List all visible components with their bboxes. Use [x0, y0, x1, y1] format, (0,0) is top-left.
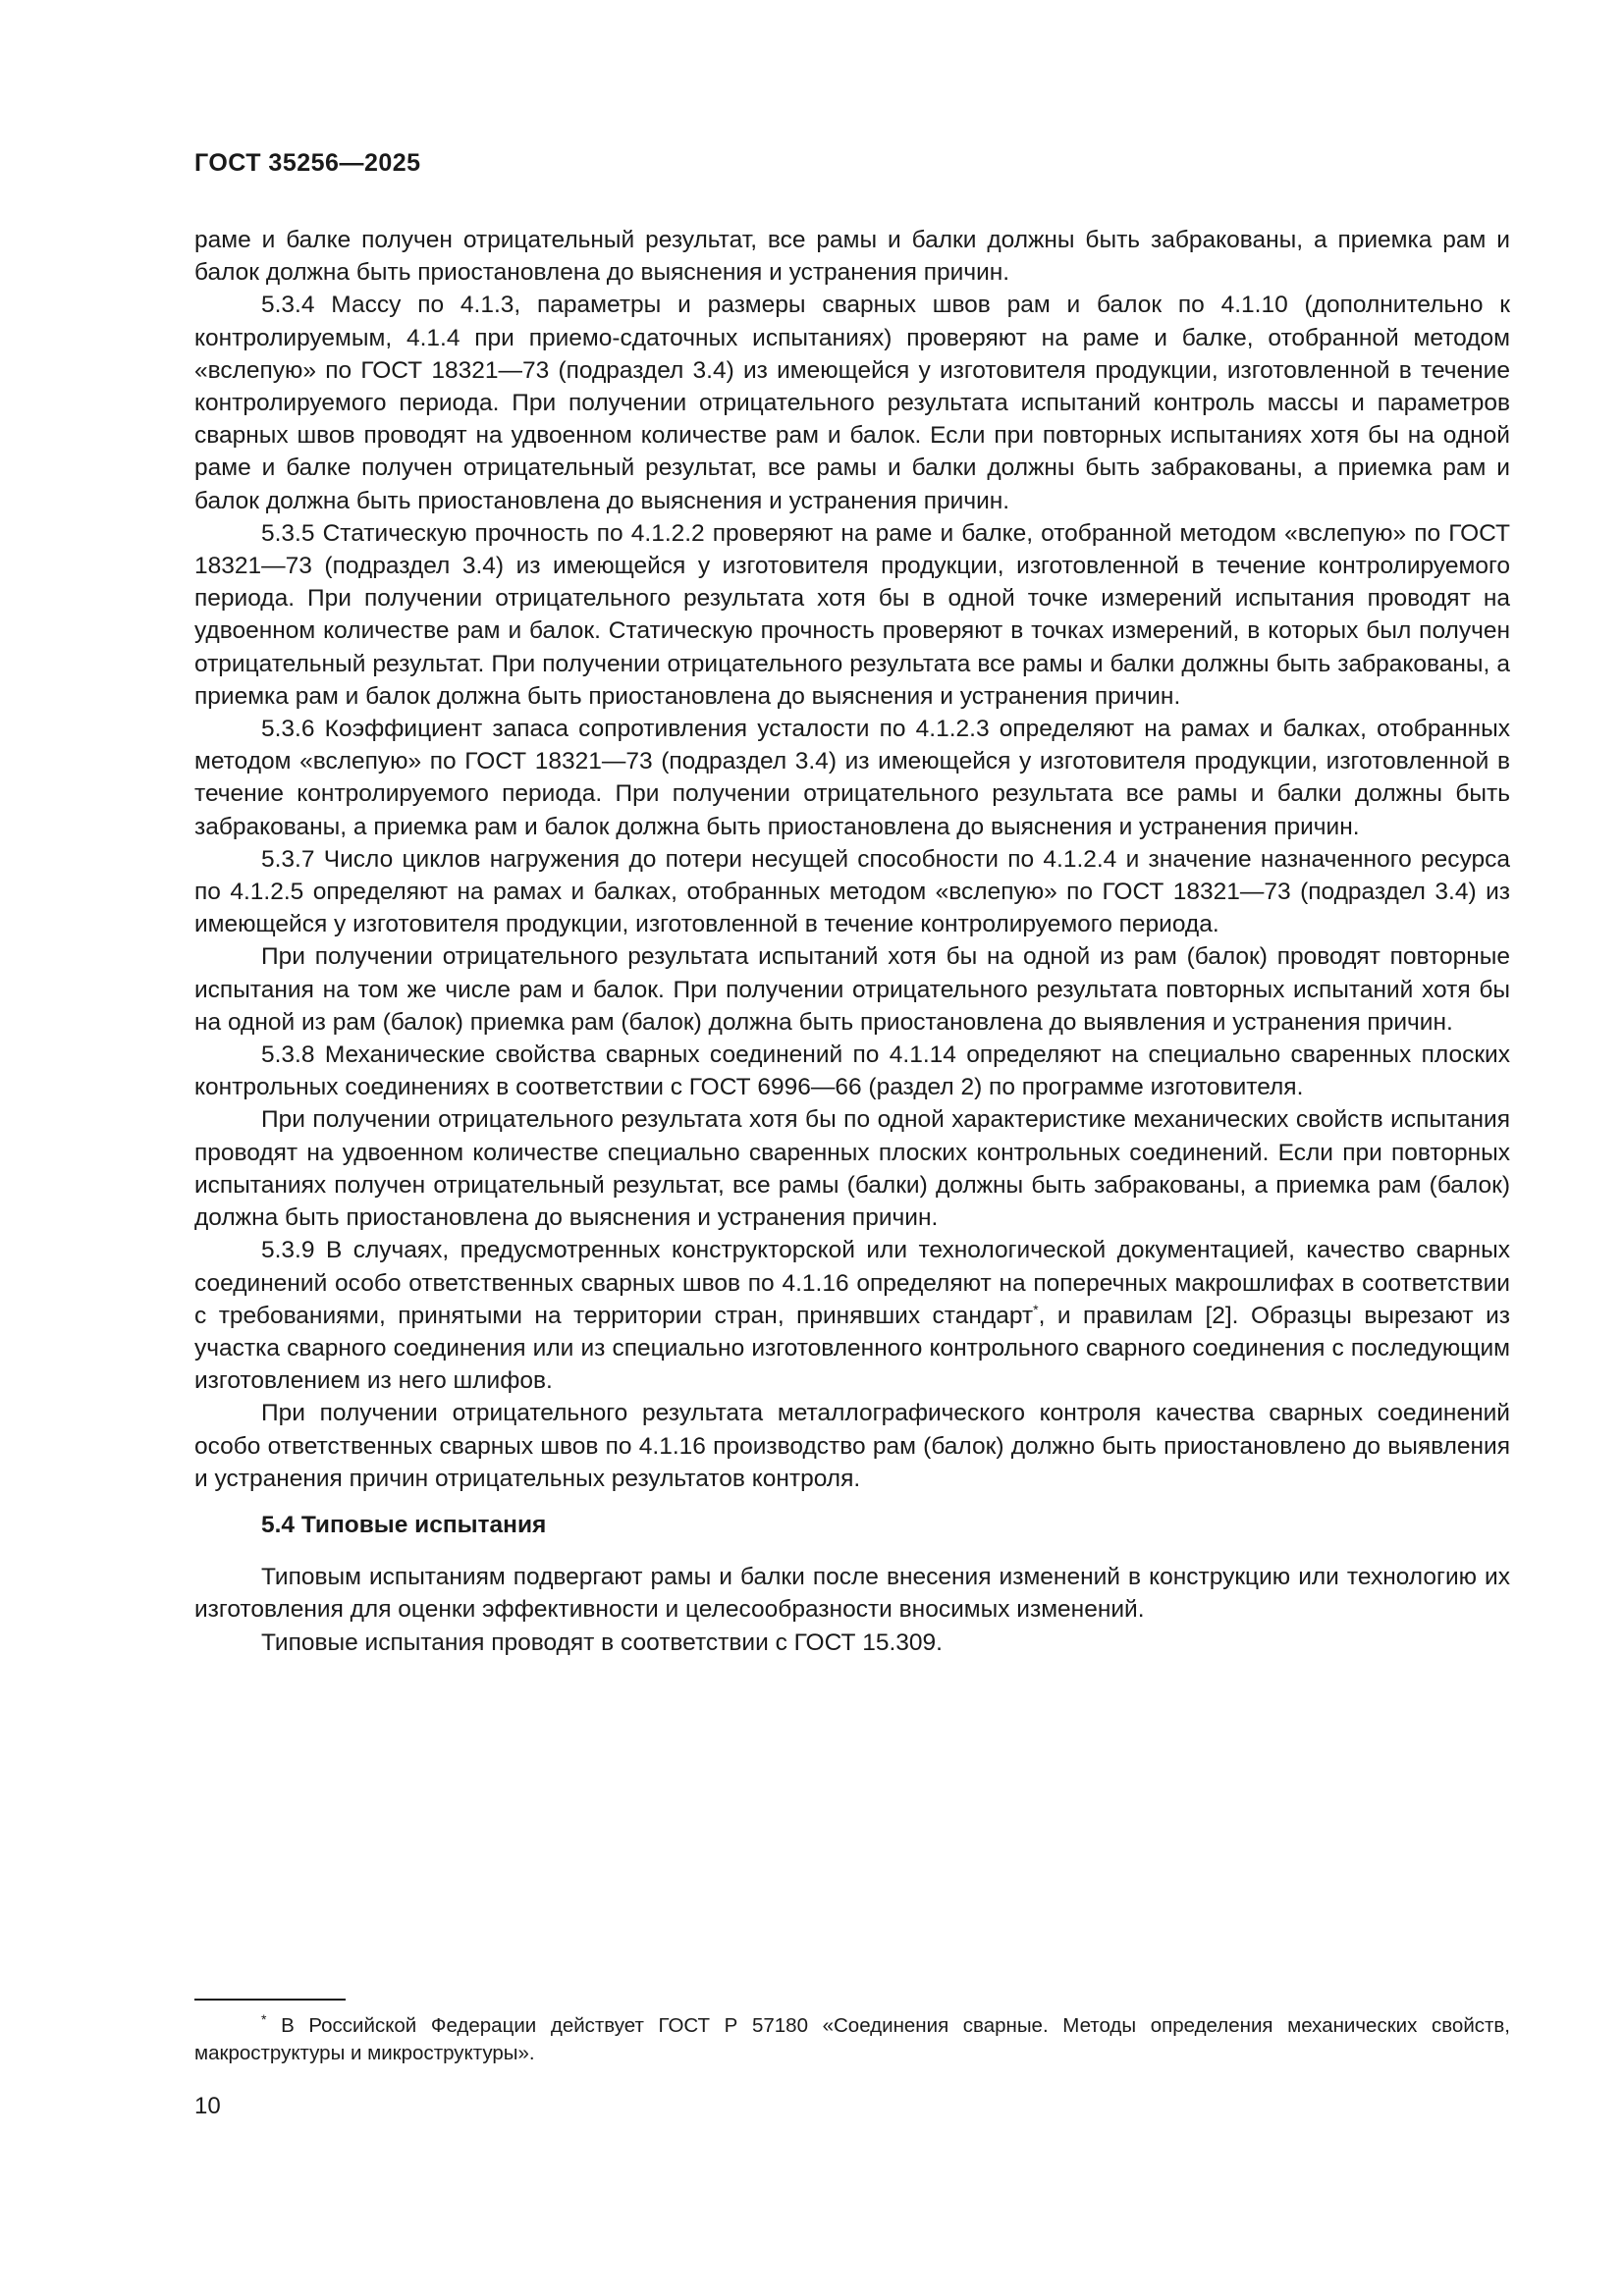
paragraph-5-4-standard: Типовые испытания проводят в соответствии с ГОСТ 15.309. — [261, 1629, 943, 1656]
footnote-text: В Российской Федерации действует ГОСТ Р 57180 «Соединения сварные. Методы определения механических свойств, макроструктуры и микроструктуры». — [194, 2014, 1510, 2064]
paragraph-5-4-type-tests: Типовым испытаниям подвергают рамы и балки после внесения изменений в конструкцию или технологию их изготовления для оценки эффективности и целесообразности вносимых изменений. — [194, 1564, 1510, 1624]
paragraph-5-3-9-part-b: , и правилам [2]. Образцы вырезают из участка сварного соединения или из специально изготовленного контрольного сварного соединения с последующим изготовлением из него шлифов. — [194, 1302, 1510, 1395]
footnote — [194, 2012, 1510, 2067]
paragraph-5-3-5: 5.3.5 Статическую прочность по 4.1.2.2 проверяют на раме и балке, отобранной методом «вслепую» по ГОСТ 18321—73 (подраздел 3.4) из имеющейся у изготовителя продукции, изготовленной в течение контролируемого периода. При получении отрицательного результата хотя бы в одной точке измерений испытания проводят на удвоенном количестве рам и балок. Статическую прочность проверяют в точках измерений, в которых был получен отрицательный результат. При получении отрицательного результата все рамы и балки должны быть забракованы, а приемка рам и балок должна быть приостановлена до выяснения и устранения причин. — [194, 519, 1510, 710]
footnote-reference[interactable]: * — [1033, 1301, 1039, 1317]
paragraph-5-3-7: 5.3.7 Число циклов нагружения до потери несущей способности по 4.1.2.4 и значение назначенного ресурса по 4.1.2.5 определяют на рамах и балках, отобранных методом «вслепую» по ГОСТ 18321—73 (подраздел 3.4) из имеющейся у изготовителя продукции, изготовленной в течение контролируемого периода. — [194, 845, 1510, 938]
paragraph-5-3-7-retest: При получении отрицательного результата испытаний хотя бы на одной из рам (балок) проводят повторные испытания на том же числе рам и балок. При получении отрицательного результата повторных испытаний хотя бы на одной из рам (балок) приемка рам (балок) должна быть приостановлена до выявления и устранения причин. — [194, 943, 1510, 1036]
paragraph-5-3-4: 5.3.4 Массу по 4.1.3, параметры и размеры сварных швов рам и балок по 4.1.10 (дополнительно к контролируемым, 4.1.4 при приемо-сдаточных испытаниях) проверяют на раме и балке, отобранной методом «вслепую» по ГОСТ 18321—73 (подраздел 3.4) из имеющейся у изготовителя продукции, изготовленной в течение контролируемого периода. При получении отрицательного результата испытаний контроль массы и параметров сварных швов проводят на удвоенном количестве рам и балок. Если при повторных испытаниях хотя бы на одной раме и балке получен отрицательный результат, все рамы и балки должны быть забракованы, а приемка рам и балок должна быть приостановлена до выяснения и устранения причин. — [194, 292, 1510, 514]
paragraph-5-3-9-part-a: 5.3.9 В случаях, предусмотренных конструкторской или технологической документацией, качество сварных соединений особо ответственных сварных швов по 4.1.16 определяют на поперечных макрошлифах в соответствии с требованиями, принятыми на территории стран, принявших стандарт — [194, 1237, 1510, 1329]
paragraph-5-3-8-retest: При получении отрицательного результата хотя бы по одной характеристике механических свойств испытания проводят на удвоенном количестве специально сваренных плоских контрольных соединений. Если при повторных испытаниях получен отрицательный результат, все рамы (балки) должны быть забракованы, а приемка рам (балок) должна быть приостановлена до выяснения и устранения причин. — [194, 1106, 1510, 1232]
paragraph-5-3-8: 5.3.8 Механические свойства сварных соединений по 4.1.14 определяют на специально сваренных плоских контрольных соединениях в соответствии с ГОСТ 6996—66 (раздел 2) по программе изготовителя. — [194, 1041, 1510, 1101]
paragraph-5-3-9 — [194, 1234, 1510, 1397]
footnote-divider — [194, 1999, 346, 2001]
paragraph-5-3-6: 5.3.6 Коэффициент запаса сопротивления усталости по 4.1.2.3 определяют на рамах и балках, отобранных методом «вслепую» по ГОСТ 18321—73 (подраздел 3.4) из имеющейся у изготовителя продукции, изготовленной в течение контролируемого периода. При получении отрицательного результата все рамы и балки должны быть забракованы, а приемка рам и балок должна быть приостановлена до выяснения и устранения причин. — [194, 716, 1510, 840]
paragraph-5-3-9-result: При получении отрицательного результата металлографического контроля качества сварных соединений особо ответственных сварных швов по 4.1.16 производство рам (балок) должно быть приостановлено до выявления и устранения причин отрицательных результатов контроля. — [194, 1400, 1510, 1492]
section-title-5-4: 5.4 Типовые испытания — [261, 1511, 547, 1538]
document-header: ГОСТ 35256—2025 — [194, 149, 421, 177]
document-body — [194, 224, 1510, 1659]
paragraph-continued: раме и балке получен отрицательный результат, все рамы и балки должны быть забракованы, а приемка рам и балок должна быть приостановлена до выяснения и устранения причин. — [194, 227, 1510, 287]
page-number: 10 — [194, 2093, 221, 2119]
footnote-mark: * — [261, 2011, 267, 2028]
